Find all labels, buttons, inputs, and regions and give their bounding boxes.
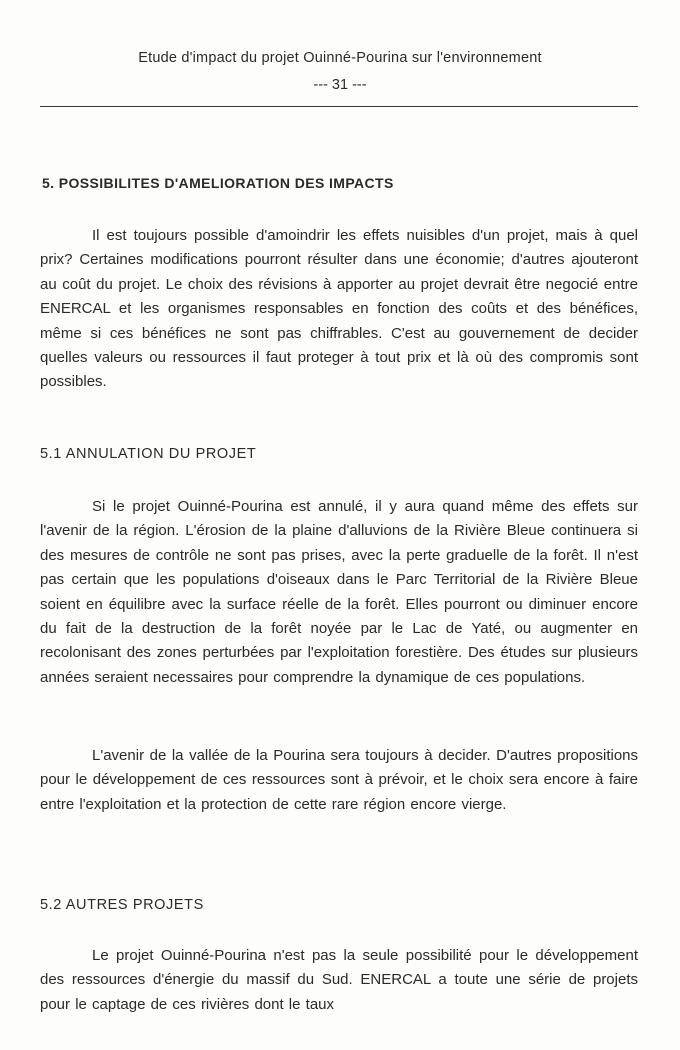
header-divider <box>40 106 638 107</box>
section-5-1-heading: 5.1 ANNULATION DU PROJET <box>40 446 257 462</box>
running-header-title: Etude d'impact du projet Ouinné-Pourina sur l'environnement <box>138 50 542 66</box>
section-5-2-paragraph: Le projet Ouinné-Pourina n'est pas la seule possibilité pour le développement des ressources d'énergie du massif du Sud. ENERCAL a toute une série de projets pour le captage de ces rivières dont le taux <box>40 947 638 1013</box>
page-number: --- 31 --- <box>313 77 367 93</box>
section-5-heading: 5. POSSIBILITES D'AMELIORATION DES IMPACTS <box>42 175 394 191</box>
section-5-2-heading: 5.2 AUTRES PROJETS <box>40 897 204 913</box>
section-5-1-paragraph-1: Si le projet Ouinné-Pourina est annulé, il y aura quand même des effets sur l'avenir de la région. L'érosion de la plaine d'alluvions de la Rivière Bleue continuera si des mesures de contrôle ne sont pas prises, avec la perte graduelle de la forêt. Il n'est pas certain que les populations d'oiseaux dans le Parc Territorial de la Rivière Bleue soient en équilibre avec la surface réelle de la forêt. Elles pourront ou diminuer encore du fait de la destruction de la forêt noyée par le Lac de Yaté, ou augmenter en recolonisant des zones perturbées par l'exploitation forestière. Des études sur plusieurs années seraient necessaires pour comprendre la dynamique de ces populations. <box>40 498 638 686</box>
section-5-1-paragraph-2: L'avenir de la vallée de la Pourina sera toujours à decider. D'autres propositions pour le développement de ces ressources sont à prévoir, et le choix sera encore à faire entre l'exploitation et la protection de cette rare région encore vierge. <box>40 747 638 813</box>
section-5-paragraph: Il est toujours possible d'amoindrir les effets nuisibles d'un projet, mais à quel prix? Certaines modifications pourront résulter dans une économie; d'autres ajouteront au coût du projet. Le choix des révisions à apporter au projet devrait être negocié entre ENERCAL et les organismes responsables en fonction des coûts et des bénéfices, même si ces bénéfices ne sont pas chiffrables. C'est au gouvernement de decider quelles valeurs ou ressources il faut proteger à tout prix et là où des compromis sont possibles. <box>40 227 638 391</box>
